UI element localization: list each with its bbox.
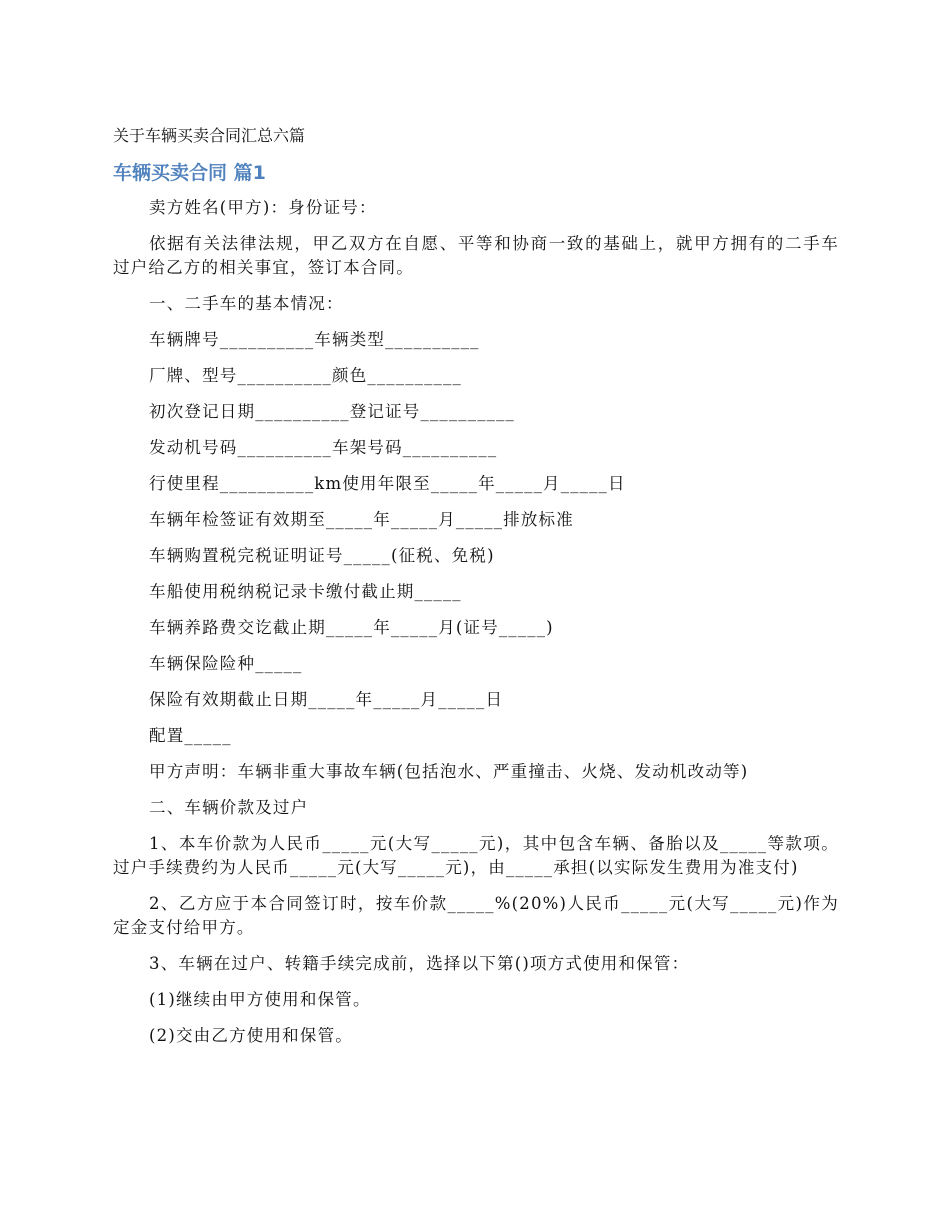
paragraph: 初次登记日期__________登记证号__________	[149, 402, 515, 421]
paragraph: 2、乙方应于本合同签订时，按车价款_____%(20%)人民币_____元(大写_____元)作为定金支付给甲方。	[113, 894, 839, 937]
paragraph: 发动机号码__________车架号码__________	[149, 438, 498, 457]
paragraph: 保险有效期截止日期_____年_____月_____日	[149, 690, 504, 709]
paragraph: 3、车辆在过户、转籍手续完成前，选择以下第()项方式使用和保管：	[149, 954, 690, 973]
paragraph: 厂牌、型号__________颜色__________	[149, 366, 462, 385]
paragraph: 车辆购置税完税证明证号_____(征税、免税)	[149, 546, 495, 565]
paragraph: 车辆养路费交讫截止期_____年_____月(证号_____)	[149, 618, 554, 637]
paragraph: 一、二手车的基本情况：	[149, 294, 344, 313]
paragraph: (2)交由乙方使用和保管。	[149, 1026, 353, 1045]
paragraph: 甲方声明：车辆非重大事故车辆(包括泡水、严重撞击、火烧、发动机改动等)	[149, 762, 749, 781]
paragraph: 行使里程__________km使用年限至_____年_____月_____日	[149, 474, 626, 493]
paragraph: 配置_____	[149, 726, 232, 745]
paragraph: 卖方姓名(甲方)：身份证号：	[149, 198, 377, 217]
paragraph: 车辆牌号__________车辆类型__________	[149, 330, 480, 349]
paragraph: 车辆年检签证有效期至_____年_____月_____排放标准	[149, 510, 574, 529]
section-heading: 车辆买卖合同 篇1	[113, 162, 266, 184]
paragraph: 依据有关法律法规，甲乙双方在自愿、平等和协商一致的基础上，就甲方拥有的二手车过户给乙方的相关事宜，签订本合同。	[113, 234, 839, 277]
document-title: 关于车辆买卖合同汇总六篇	[113, 126, 306, 145]
document-body	[113, 196, 839, 1048]
paragraph: 车辆保险险种_____	[149, 654, 303, 673]
paragraph: 车船使用税纳税记录卡缴付截止期_____	[149, 582, 462, 601]
paragraph: 1、本车价款为人民币_____元(大写_____元)，其中包含车辆、备胎以及_____等款项。过户手续费约为人民币_____元(大写_____元)，由_____承担(以实际发生费用为准支付)	[113, 834, 839, 877]
paragraph: (1)继续由甲方使用和保管。	[149, 990, 371, 1009]
document-page	[113, 124, 839, 1060]
paragraph: 二、车辆价款及过户	[149, 798, 309, 817]
